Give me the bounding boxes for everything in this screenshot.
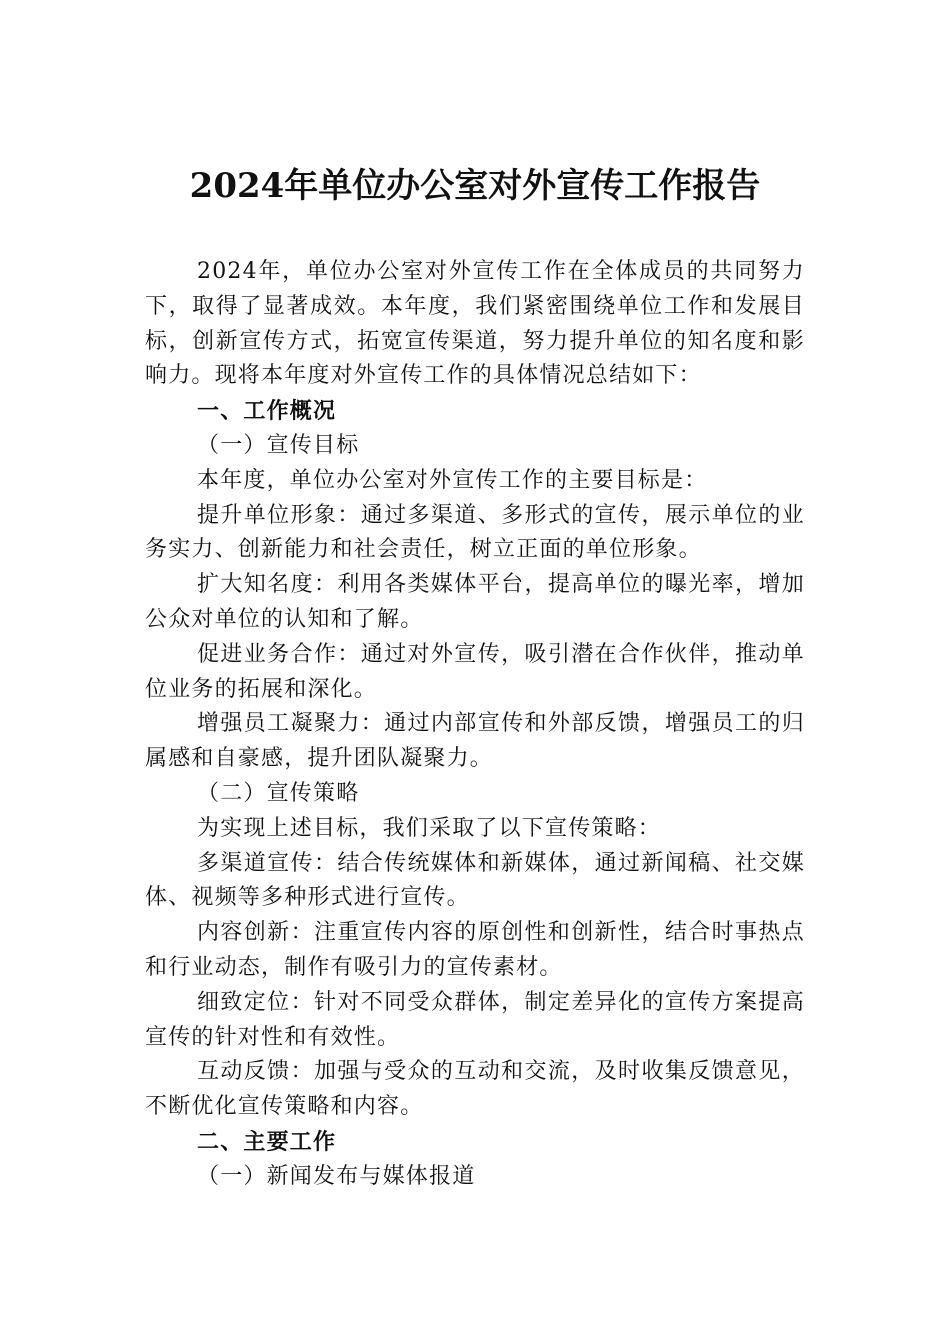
intro-paragraph: 2024年，单位办公室对外宣传工作在全体成员的共同努力下，取得了显著成效。本年度，我们紧密围绕单位工作和发展目标，创新宣传方式，拓宽宣传渠道，努力提升单位的知名度和影响力。现将本年度对外宣传工作的具体情况总结如下： xyxy=(145,259,805,389)
document-body xyxy=(145,255,805,1195)
subsection-heading-goals: （一）宣传目标 xyxy=(197,432,360,458)
paragraph-strategy-feedback: 互动反馈：加强与受众的互动和交流，及时收集反馈意见，不断优化宣传策略和内容。 xyxy=(145,1059,805,1120)
paragraph-goal-cooperation: 促进业务合作：通过对外宣传，吸引潜在合作伙伴，推动单位业务的拓展和深化。 xyxy=(145,641,805,702)
paragraph-goal-awareness: 扩大知名度：利用各类媒体平台，提高单位的曝光率，增加公众对单位的认知和了解。 xyxy=(145,572,805,632)
paragraph-strategy-content: 内容创新：注重宣传内容的原创性和创新性，结合时事热点和行业动态，制作有吸引力的宣传素材。 xyxy=(145,920,805,980)
paragraph-strategy-channels: 多渠道宣传：结合传统媒体和新媒体，通过新闻稿、社交媒体、视频等多种形式进行宣传。 xyxy=(145,850,805,911)
section-heading-overview: 一、工作概况 xyxy=(197,398,337,425)
paragraph-goal-image: 提升单位形象：通过多渠道、多形式的宣传，展示单位的业务实力、创新能力和社会责任，树立正面的单位形象。 xyxy=(145,502,805,563)
section-heading-main-work: 二、主要工作 xyxy=(197,1128,337,1155)
paragraph-strategy-targeting: 细致定位：针对不同受众群体，制定差异化的宣传方案提高宣传的针对性和有效性。 xyxy=(145,989,805,1050)
paragraph-goals-intro: 本年度，单位办公室对外宣传工作的主要目标是： xyxy=(197,467,708,493)
subsection-heading-news: （一）新闻发布与媒体报道 xyxy=(197,1163,476,1189)
document-title: 2024年单位办公室对外宣传工作报告 xyxy=(189,166,761,206)
subsection-heading-strategy: （二）宣传策略 xyxy=(197,780,360,806)
paragraph-strategy-intro: 为实现上述目标，我们采取了以下宣传策略： xyxy=(197,815,662,841)
paragraph-goal-cohesion: 增强员工凝聚力：通过内部宣传和外部反馈，增强员工的归属感和自豪感，提升团队凝聚力。 xyxy=(145,711,805,772)
